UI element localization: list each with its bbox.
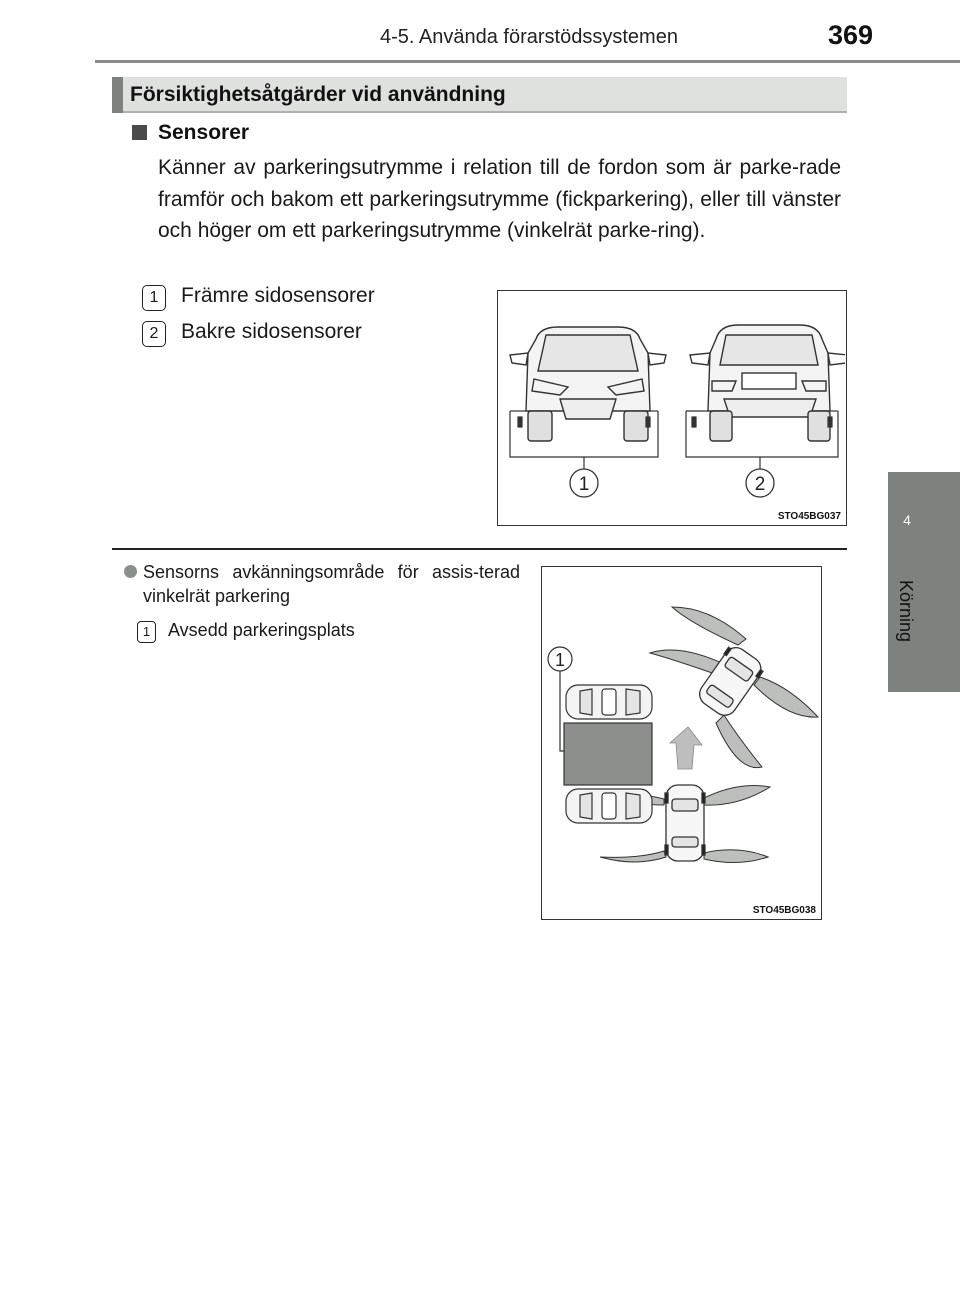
legend-label: Avsedd parkeringsplats — [168, 620, 355, 640]
number-badge: 2 — [142, 321, 166, 347]
figure-code: STO45BG037 — [777, 511, 841, 522]
callout-1 — [570, 457, 598, 497]
callout-2 — [746, 457, 774, 497]
chapter-number: 4 — [903, 512, 911, 528]
page-number: 369 — [828, 20, 874, 50]
square-bullet-icon — [132, 125, 147, 140]
own-car-straight — [665, 785, 705, 861]
figure-code: STO45BG038 — [752, 905, 816, 916]
car-rear-view — [690, 325, 845, 441]
target-parking-space — [564, 723, 652, 785]
callout-1-label: 1 — [554, 650, 566, 670]
sensing-range-figure — [541, 566, 822, 920]
own-car-turning — [694, 642, 766, 720]
chapter-title: 4-5. Använda förarstödssystemen — [380, 26, 678, 48]
section-title: Försiktighetsåtgärder vid användning — [130, 83, 506, 106]
legend-label: Främre sidosensorer — [181, 284, 375, 307]
legend-label: Bakre sidosensorer — [181, 320, 362, 343]
callout-1-label: 1 — [578, 474, 590, 495]
chapter-label: Körning — [896, 580, 916, 643]
number-badge: 1 — [142, 285, 166, 311]
callout-2-label: 2 — [754, 474, 766, 495]
section-divider — [112, 548, 847, 550]
note-text: Sensorns avkänningsområde för assis-terad vinkelrät parkering — [143, 562, 520, 606]
dot-bullet-icon — [124, 565, 137, 578]
car-front-rear-illustration — [498, 291, 845, 524]
parked-car-lower — [566, 789, 652, 823]
maneuver-arrow-icon — [670, 727, 702, 769]
header-rule — [95, 60, 960, 63]
sensors-description: Känner av parkeringsutrymme i relation till de fordon som är parke-rade framför och bakom ett parkeringsutrymme (fickparkering), eller till vänster och höger om ett parkeringsutrymme (vinkelrät parke-ring). — [158, 156, 841, 242]
section-marker — [112, 77, 123, 113]
sensors-heading: Sensorer — [158, 121, 250, 144]
parked-car-upper — [566, 685, 652, 719]
car-front-view — [510, 327, 666, 441]
parking-sensing-illustration — [542, 567, 820, 918]
number-badge: 1 — [137, 621, 156, 643]
sensor-location-figure — [497, 290, 847, 526]
